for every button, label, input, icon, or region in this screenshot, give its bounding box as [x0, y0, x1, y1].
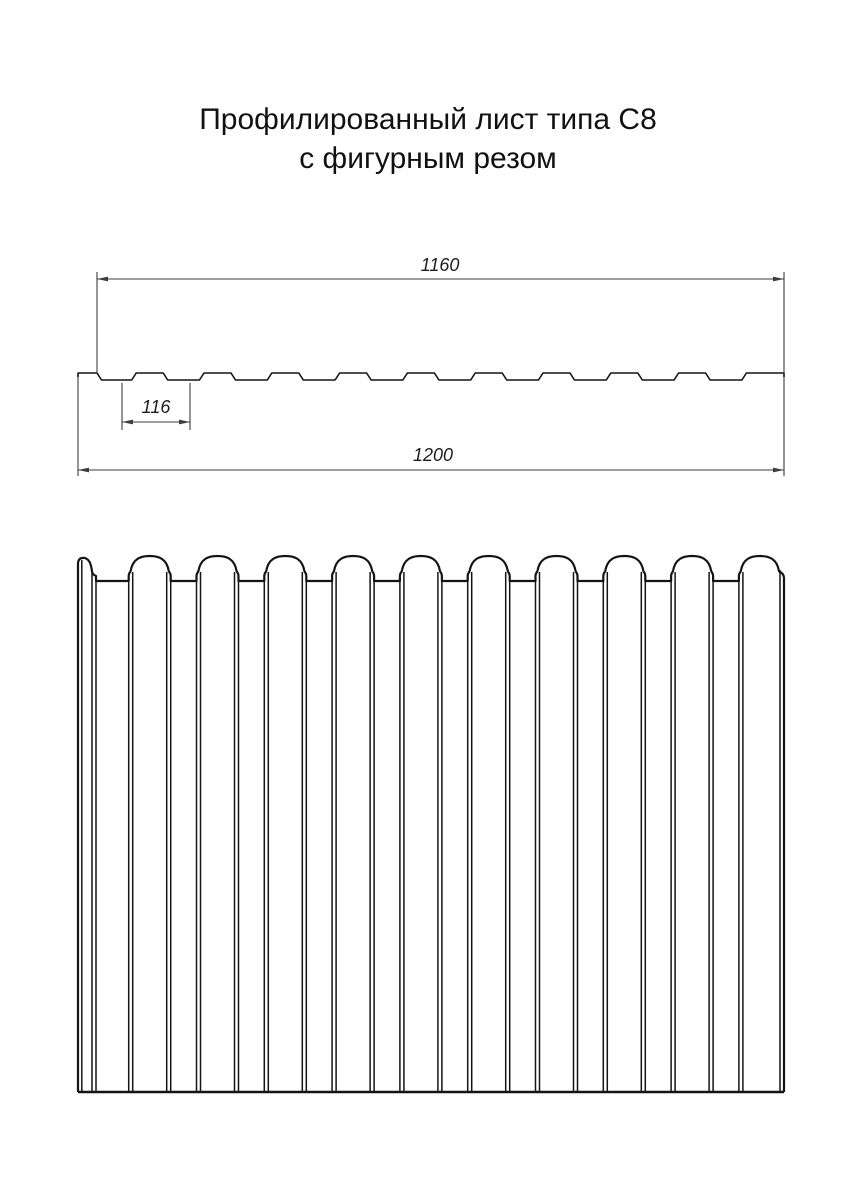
front-view	[78, 556, 784, 1092]
drawing-title-line1: Профилированный лист типа С8	[199, 103, 657, 136]
figured-cut-edge	[78, 556, 784, 1092]
dimension-label-1200: 1200	[412, 445, 454, 465]
rib-bend-lines	[82, 560, 780, 1092]
arrowhead-right	[179, 420, 190, 425]
profile-section-outline	[78, 373, 784, 380]
arrowhead-left	[97, 277, 108, 282]
dimension-label-1160: 1160	[420, 255, 460, 275]
dimension-label-116: 116	[141, 397, 171, 417]
title-block	[0, 100, 856, 178]
arrowhead-right	[773, 468, 784, 473]
arrowhead-left	[122, 420, 133, 425]
dimension-total-width	[78, 377, 784, 476]
cross-section-view	[78, 373, 784, 380]
drawing-title-line2: с фигурным резом	[299, 142, 557, 175]
dimension-rib-pitch	[122, 383, 190, 430]
arrowhead-right	[773, 277, 784, 282]
dimension-covering-width	[97, 255, 784, 373]
arrowhead-left	[78, 468, 89, 473]
